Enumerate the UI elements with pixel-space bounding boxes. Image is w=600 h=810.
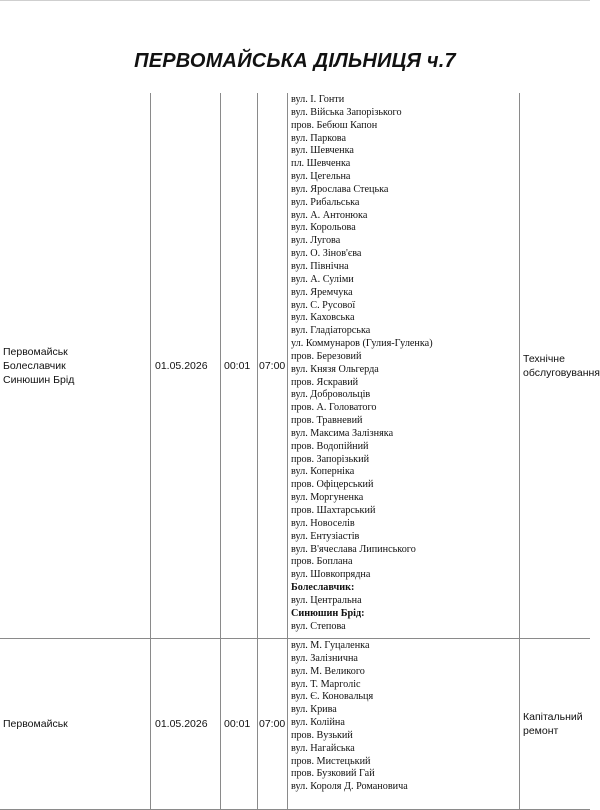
street-item: пров. Запорізький <box>291 453 370 465</box>
street-item: вул. Ентузіастів <box>291 530 360 542</box>
work-type-cell: Капітальний ремонт <box>520 639 591 810</box>
end-time-cell: 07:00 <box>258 639 288 810</box>
street-item: вул. Крива <box>291 704 337 716</box>
location-name: Синюшин Брід <box>3 373 75 386</box>
street-item: пров. Боплана <box>291 556 353 568</box>
street-item: вул. Центральна <box>291 594 362 606</box>
street-item: вул. Колійна <box>291 717 345 729</box>
top-rule <box>0 0 590 1</box>
street-item: вул. Рибальська <box>291 196 360 208</box>
street-item: вул. Яремчука <box>291 286 353 298</box>
location-name: Болеславчик <box>3 359 66 372</box>
street-item: вул. Війська Запорізького <box>291 106 402 118</box>
street-item: пров. Мистецький <box>291 755 371 767</box>
location-name: Первомайськ <box>3 345 68 358</box>
street-item: вул. Коперніка <box>291 466 355 478</box>
street-item: вул. Максима Залізняка <box>291 427 394 439</box>
street-item: вул. Шовкопрядна <box>291 569 371 581</box>
start-time-cell: 00:01 <box>221 639 258 810</box>
street-item: вул. Князя Ольгерда <box>291 363 379 375</box>
street-item: вул. Північна <box>291 260 349 272</box>
street-item: пров. Травневий <box>291 415 363 427</box>
location-name: Первомайськ <box>3 718 68 730</box>
street-item: вул. А. Суліми <box>291 273 354 285</box>
street-item: вул. М. Великого <box>291 665 365 677</box>
street-item: пл. Шевченка <box>291 158 351 170</box>
street-item: пров. Березовий <box>291 350 362 362</box>
settlement-heading: Болеславчик: <box>291 582 355 594</box>
street-item: вул. В'ячеслава Липинського <box>291 543 416 555</box>
street-item: вул. А. Антонюка <box>291 209 368 221</box>
street-item: вул. Гладіаторська <box>291 325 371 337</box>
street-item: пров. Бузковий Гай <box>291 768 375 780</box>
table-row <box>0 639 590 810</box>
street-item: пров. Шахтарський <box>291 505 376 516</box>
street-item: вул. Шевченка <box>291 145 354 157</box>
streets-cell <box>288 639 520 810</box>
page-title: ПЕРВОМАЙСЬКА ДІЛЬНИЦЯ ч.7 <box>134 50 456 72</box>
street-item: вул. Новоселів <box>291 517 355 529</box>
street-item: вул. С. Русової <box>291 299 356 311</box>
street-item: вул. Залізнична <box>291 652 358 664</box>
locations-cell <box>0 93 151 639</box>
street-item: вул. Нагайська <box>291 742 355 754</box>
street-item: вул. Ярослава Стецька <box>291 183 389 195</box>
table-row <box>0 93 590 639</box>
outage-schedule-table <box>0 93 600 810</box>
date-cell: 01.05.2026 <box>151 93 221 639</box>
street-item: вул. Паркова <box>291 132 346 144</box>
locations-cell <box>0 639 151 810</box>
street-item: пров. А. Головатого <box>291 402 377 414</box>
streets-cell <box>288 93 520 639</box>
street-item: вул. Каховська <box>291 312 355 324</box>
street-item: вул. Короля Д. Романовича <box>291 781 408 793</box>
streets-list <box>291 639 519 794</box>
street-item: вул. Лугова <box>291 235 341 247</box>
street-item: вул. Т. Марголіс <box>291 678 361 690</box>
street-item: вул. Цегельна <box>291 171 351 183</box>
street-item: пров. Водопійний <box>291 440 369 452</box>
street-item: пров. Бебюш Капон <box>291 119 378 131</box>
street-item: вул. Степова <box>291 620 346 632</box>
street-item: пров. Яскравий <box>291 376 359 388</box>
street-item: пров. Офіцерський <box>291 479 374 491</box>
street-item: ул. Коммунаров (Гулия-Гуленка) <box>291 338 433 350</box>
streets-list <box>291 93 519 633</box>
street-item: вул. М. Гуцаленка <box>291 640 370 651</box>
work-type-cell: Технічне обслуговування <box>520 93 591 639</box>
end-time-cell: 07:00 <box>258 93 288 639</box>
street-item: вул. І. Гонти <box>291 94 345 105</box>
street-item: вул. Є. Коновальця <box>291 691 374 703</box>
street-item: вул. Моргуненка <box>291 492 364 504</box>
street-item: вул. Корольова <box>291 222 356 234</box>
street-item: вул. Добровольців <box>291 389 371 401</box>
start-time-cell: 00:01 <box>221 93 258 639</box>
street-item: пров. Вузький <box>291 729 353 741</box>
street-item: вул. О. Зінов'єва <box>291 248 362 260</box>
settlement-heading: Синюшин Брід: <box>291 607 365 619</box>
date-cell: 01.05.2026 <box>151 639 221 810</box>
